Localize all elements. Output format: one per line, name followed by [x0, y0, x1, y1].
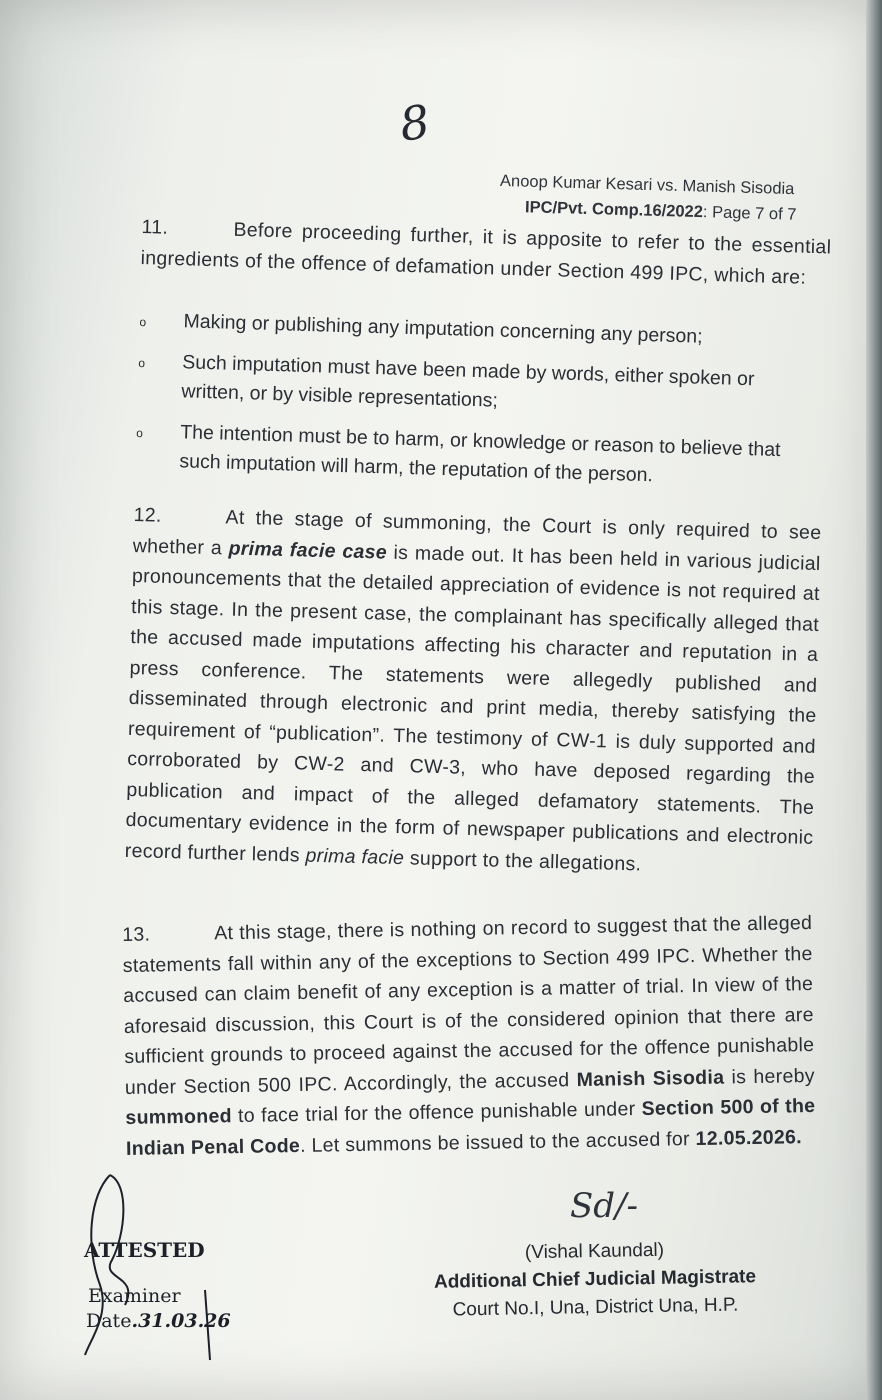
paragraph-11-intro: Before proceeding further, it is apposite to refer to the essential ingredients of the offence of defamation under Section 499 IPC, which are: [140, 218, 832, 289]
attested-stamp: ATTESTED [84, 1238, 205, 1262]
bold-term: Section 500 of the Indian Penal Code [125, 1094, 816, 1160]
judge-name: (Vishal Kaundal) [524, 1239, 665, 1264]
accused-name: Manish Sisodia [576, 1066, 725, 1091]
ingredients-list [135, 306, 820, 507]
handwritten-page-number: 8 [396, 94, 433, 152]
paragraph-13: 13. At this stage, there is nothing on record to suggest that the alleged statements fall within any of the exceptions to Section 499 IPC. Whether the accused can claim benefit of any exception is a matter of trial. In view of the aforesaid discussion, this Court is of the considered opinion that there are sufficient grounds to proceed against the accused for the offence punishable under Section 500 IPC. Accordingly, the accused Manish Sisodia is hereby summoned to face trial for the offence punishable under Section 500 of the Indian Penal Code. Let summons be issued to the accused for 12.05.2026. [122, 911, 816, 1160]
bold-term: summoned [125, 1105, 233, 1129]
paragraph-12: 12. At the stage of summoning, the Court is only required to see whether a prima facie case is made out. It has been held in various judicial pronouncements that the detailed appreciation of evidence is not required at this stage. In the present case, the complainant has specifically alleged that the accused made imputations affecting his character and reputation in a press conference. The statements were allegedly published and disseminated through electronic and print media, thereby satisfying the requirement of “publication”. The testimony of CW-1 is duly supported and corroborated by CW-2 and CW-3, who have deposed regarding the publication and impact of the alleged defamatory statements. The documentary evidence in the form of newspaper publications and electronic record further lends prima facie support to the allegations. [124, 500, 821, 884]
paragraph-number: 13. [122, 923, 151, 946]
list-item: o Such imputation must have been made by words, either spoken or written, or by visible representations; [137, 347, 818, 425]
signature-initials: Sd/- [570, 1186, 638, 1226]
bullet-circle-icon: o [139, 314, 147, 330]
list-item: o Making or publishing any imputation concerning any person; [139, 306, 820, 355]
examiner-label: Examiner [88, 1285, 181, 1307]
date-value: .31.03.26 [131, 1310, 231, 1332]
page-info: : Page 7 of 7 [702, 203, 797, 224]
list-item: o The intention must be to harm, or knowledge or reason to believe that such imputation will harm, the reputation of the person. [135, 417, 816, 495]
judge-designation: Additional Chief Judicial Magistrate [433, 1266, 757, 1293]
court-name: Court No.I, Una, District Una, H.P. [452, 1294, 739, 1321]
paragraph-number: 11. [141, 215, 169, 239]
summons-date: 12.05.2026. [695, 1125, 803, 1150]
bullet-circle-icon: o [138, 355, 146, 371]
case-reference [525, 198, 797, 225]
case-number: IPC/Pvt. Comp.16/2022 [524, 198, 704, 222]
bullet-circle-icon: o [136, 425, 144, 441]
paragraph-number: 12. [133, 503, 162, 527]
date-label: Date [86, 1310, 132, 1332]
case-title: Anoop Kumar Kesari vs. Manish Sisodia [499, 171, 795, 199]
page-edge-shadow [866, 0, 882, 1400]
attestation-signature-scribble [70, 1165, 260, 1365]
paragraph-11 [140, 212, 832, 293]
italic-term: prima facie [305, 844, 405, 869]
signature-block [394, 1235, 795, 1326]
date-stamp [86, 1310, 231, 1332]
bold-term: prima facie case [228, 536, 388, 564]
